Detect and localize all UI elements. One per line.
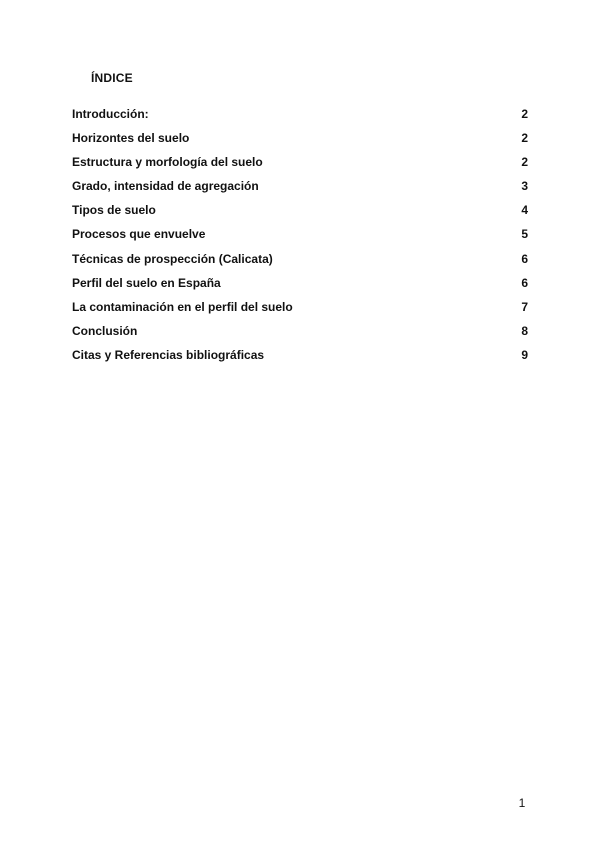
toc-entry-label: Perfil del suelo en España bbox=[72, 275, 221, 290]
toc-entry-label: Conclusión bbox=[72, 323, 138, 338]
toc-entry-label: Tipos de suelo bbox=[72, 203, 156, 218]
toc-entry-page: 5 bbox=[521, 227, 528, 242]
toc-entry-label: Introducción: bbox=[72, 107, 149, 121]
toc-entry-page: 8 bbox=[521, 323, 528, 338]
toc-entry bbox=[72, 202, 528, 226]
toc-entry-page: 2 bbox=[521, 131, 528, 146]
toc-entry bbox=[72, 106, 528, 130]
toc-entry-page: 6 bbox=[521, 275, 528, 290]
toc-entry bbox=[72, 347, 528, 371]
toc-entry-label: Estructura y morfología del suelo bbox=[72, 155, 263, 170]
toc-entry bbox=[72, 323, 528, 347]
toc-entry-page: 3 bbox=[521, 179, 528, 194]
toc-entry-page: 6 bbox=[521, 251, 528, 266]
table-of-contents bbox=[72, 106, 528, 371]
toc-entry bbox=[72, 275, 528, 299]
toc-entry-page: 9 bbox=[521, 347, 528, 362]
toc-entry-label: Técnicas de prospección (Calicata) bbox=[72, 251, 273, 266]
toc-entry-label: Horizontes del suelo bbox=[72, 131, 190, 146]
footer-page-number: 1 bbox=[518, 796, 526, 810]
toc-entry-page: 2 bbox=[521, 155, 528, 170]
toc-entry bbox=[72, 154, 528, 178]
toc-entry-page: 4 bbox=[521, 203, 528, 218]
toc-entry-page: 2 bbox=[521, 107, 528, 121]
toc-entry bbox=[72, 226, 528, 250]
toc-entry-label: Grado, intensidad de agregación bbox=[72, 179, 259, 194]
toc-entry-page: 7 bbox=[521, 299, 528, 314]
toc-entry-label: Citas y Referencias bibliográficas bbox=[72, 347, 265, 362]
toc-entry bbox=[72, 299, 528, 323]
toc-entry bbox=[72, 251, 528, 275]
toc-entry-label: La contaminación en el perfil del suelo bbox=[72, 299, 293, 314]
toc-entry bbox=[72, 178, 528, 202]
toc-entry-label: Procesos que envuelve bbox=[72, 227, 206, 242]
toc-entry bbox=[72, 130, 528, 154]
toc-title: ÍNDICE bbox=[91, 71, 133, 85]
